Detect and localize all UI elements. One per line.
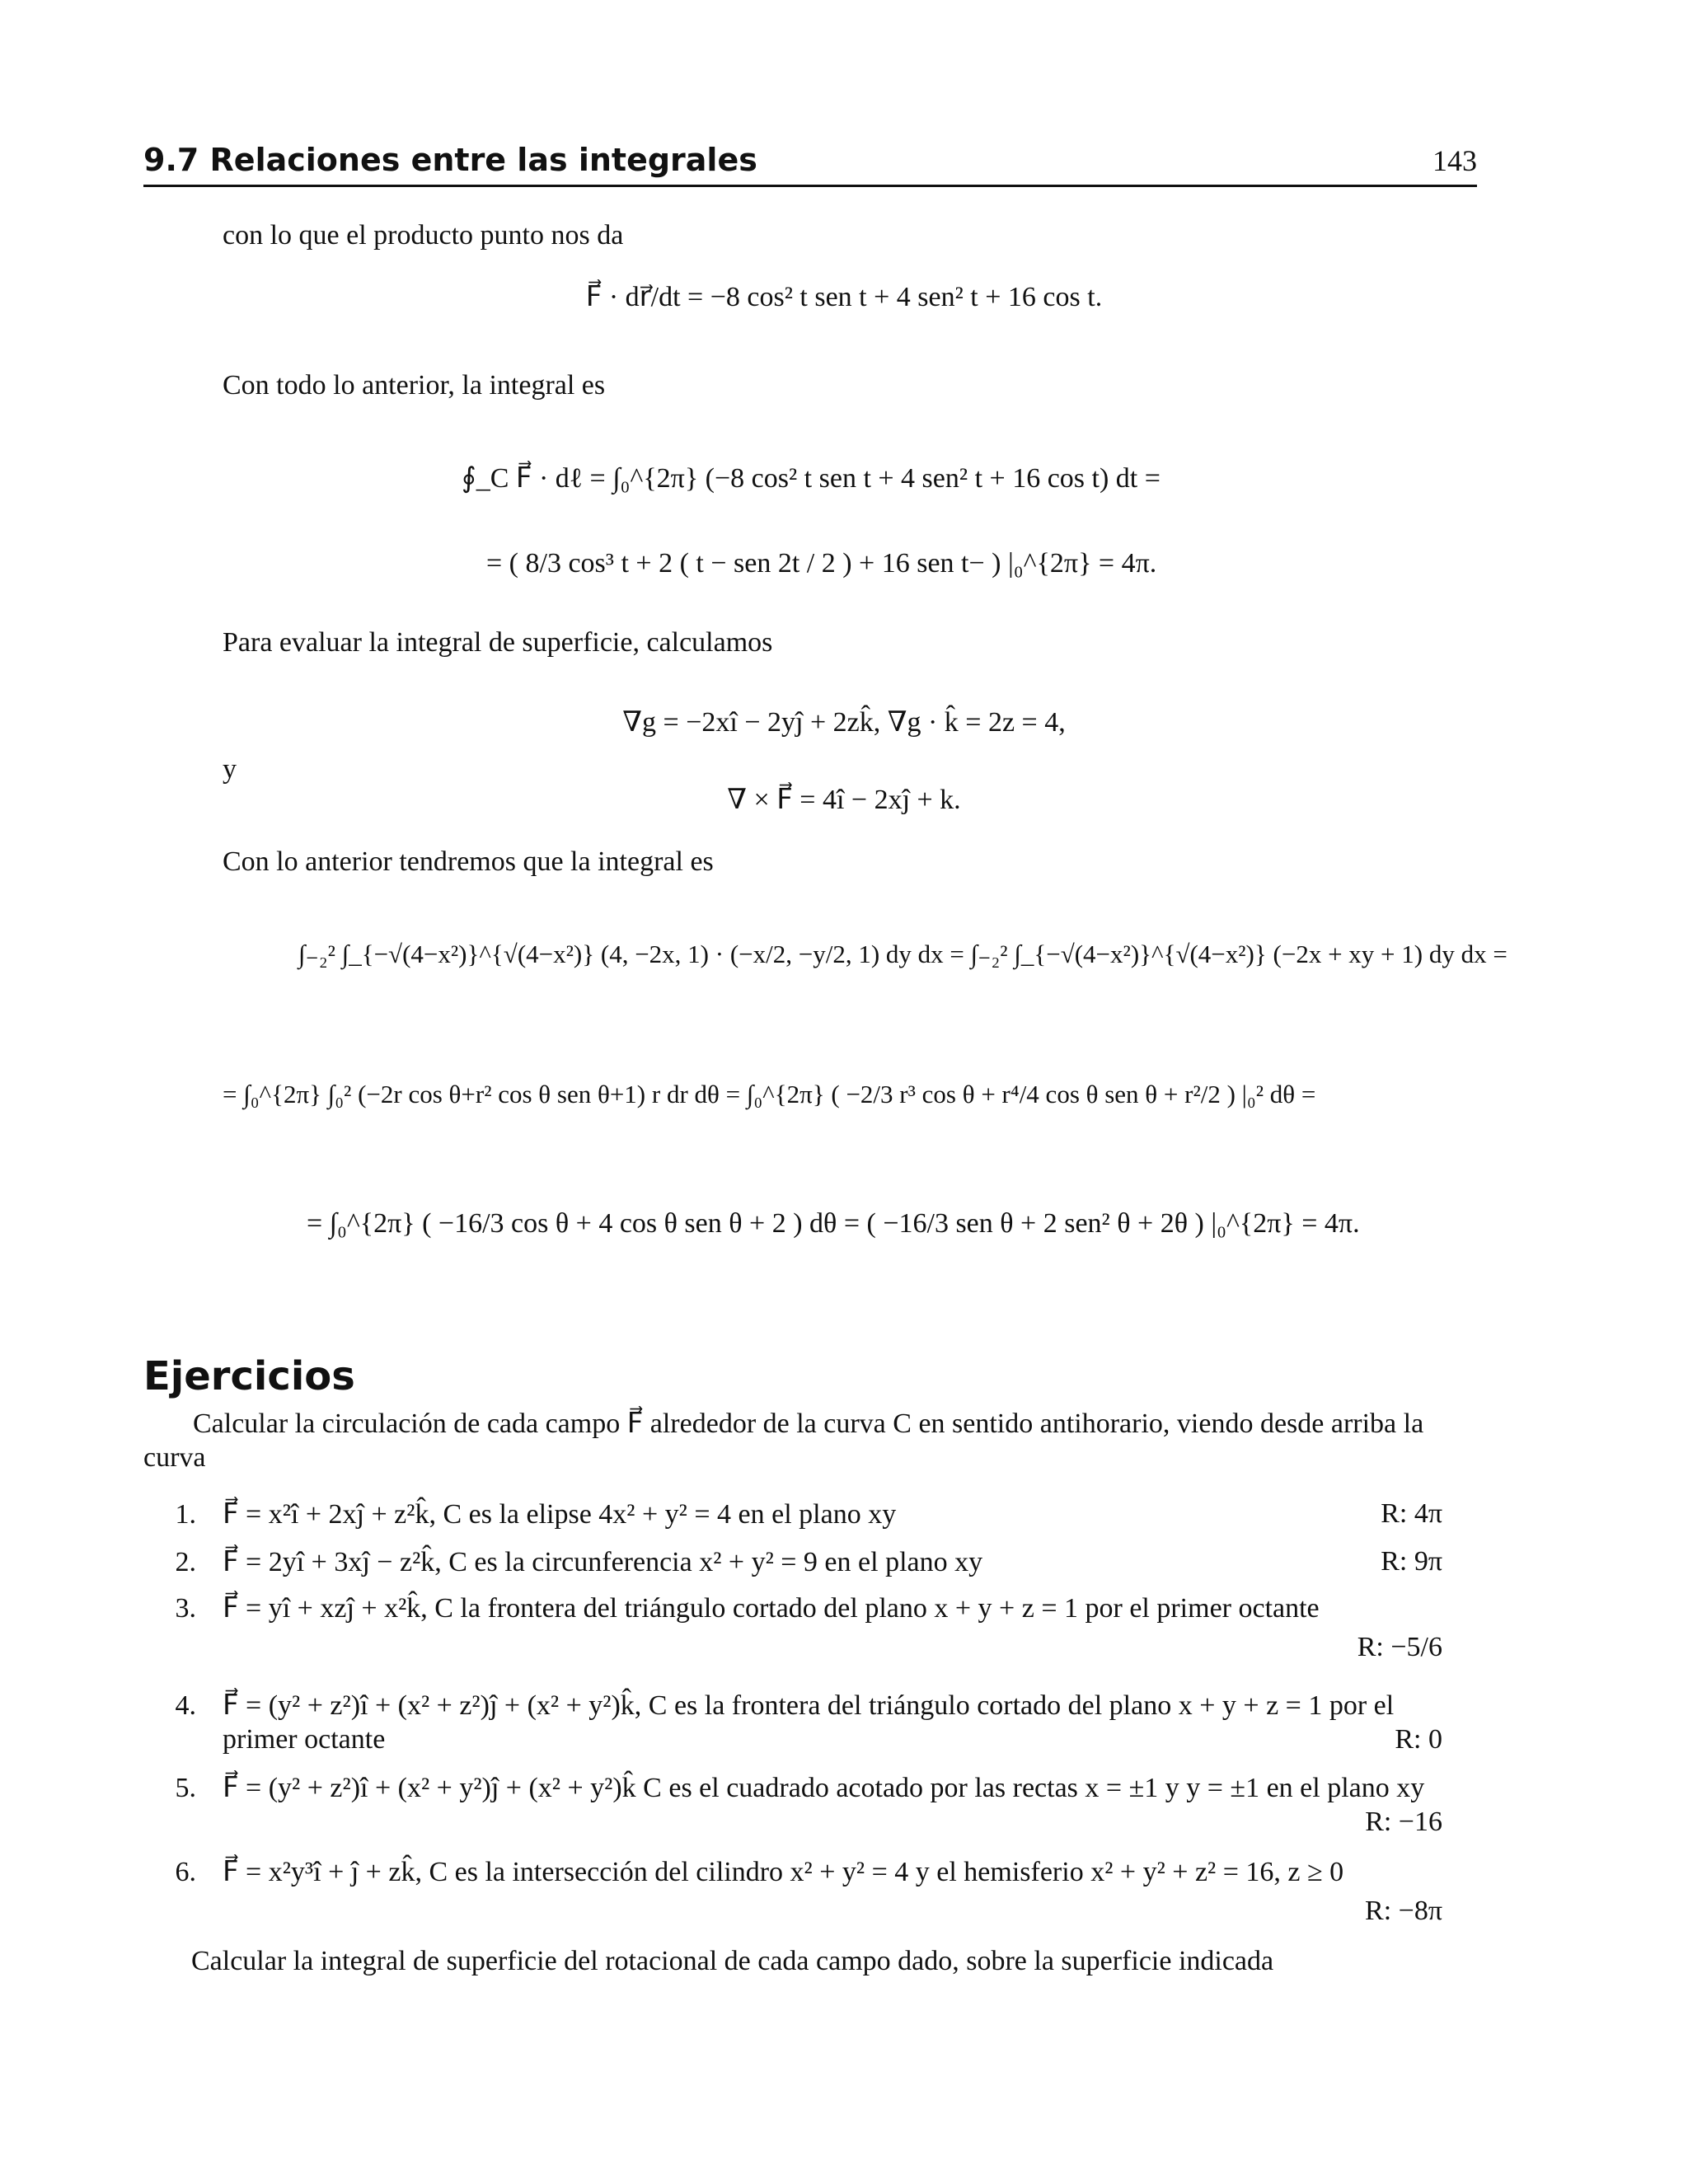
header-rule [143,185,1477,187]
exercises-heading: Ejercicios [143,1353,355,1399]
paragraph-surface-intro: Para evaluar la integral de superficie, calculamos [223,627,773,658]
exercise-answer: R: 0 [1395,1724,1442,1755]
equation-line-integral: ∮_C F⃗ · dℓ = ∫₀^{2π} (−8 cos² t sen t + 4 sen² t + 16 cos t) dt = [462,463,1160,494]
equation-final-result: = ∫₀^{2π} ( −16/3 cos θ + 4 cos θ sen θ + 2 ) dθ = ( −16/3 sen θ + 2 sen² θ + 2θ ) |₀^{2π} = 4π. [307,1208,1360,1239]
exercise-answer: R: −16 [1365,1807,1442,1837]
exercise-answer: R: −5/6 [1357,1632,1442,1662]
equation-dot-product: F⃗ · dr⃗/dt = −8 cos² t sen t + 4 sen² t + 16 cos t. [585,282,1103,312]
exercise-number: 5. [175,1773,196,1803]
exercise-number: 3. [175,1593,196,1624]
paragraph-dot-product: con lo que el producto punto nos da [223,220,624,251]
equation-double-integral-polar: = ∫₀^{2π} ∫₀² (−2r cos θ+r² cos θ sen θ+1) r dr dθ = ∫₀^{2π} ( −2/3 r³ cos θ + r⁴/4 cos θ sen θ + r²/2 ) |₀² dθ = [223,1080,1316,1108]
page-number: 143 [1432,144,1477,177]
exercise-text: F⃗ = (y² + z²)î + (x² + z²)ĵ + (x² + y²)k̂, C es la frontera del triángulo cortado del plano x + y + z = 1 por el primer octante [223,1690,1395,1755]
equation-line-integral-result: = ( 8/3 cos³ t + 2 ( t − sen 2t / 2 ) + 16 sen t− ) |₀^{2π} = 4π. [486,548,1157,579]
exercises-outro: Calcular la integral de superficie del rotacional de cada campo dado, sobre la superficie indicada [191,1946,1274,1976]
equation-curl: ∇ × F⃗ = 4î − 2xĵ + k. [727,785,961,815]
paragraph-and: y [223,754,237,785]
exercise-number: 1. [175,1499,196,1530]
exercise-text: F⃗ = x²î + 2xĵ + z²k̂, C es la elipse 4x² + y² = 4 en el plano xy [223,1499,897,1530]
exercise-answer: R: −8π [1365,1896,1442,1926]
equation-double-integral-cartesian: ∫₋₂² ∫_{−√(4−x²)}^{√(4−x²)} (4, −2x, 1) · (−x/2, −y/2, 1) dy dx = ∫₋₂² ∫_{−√(4−x²)}^{√(4−x²)} (−2x + xy + 1) dy dx = [298,940,1507,968]
exercise-text: F⃗ = 2yî + 3xĵ − z²k̂, C es la circunferencia x² + y² = 9 en el plano xy [223,1547,983,1577]
exercise-text: F⃗ = x²y³î + ĵ + zk̂, C es la intersección del cilindro x² + y² = 4 y el hemisferio x² + y² + z² = 16, z ≥ 0 [223,1857,1344,1887]
paragraph-integral-intro: Con todo lo anterior, la integral es [223,370,606,401]
exercise-answer: R: 9π [1381,1546,1442,1577]
exercises-intro: Calcular la circulación de cada campo F⃗ alrededor de la curva C en sentido antihorario, viendo desde arriba la curva [143,1408,1424,1473]
paragraph-double-integral-intro: Con lo anterior tendremos que la integral es [223,846,714,877]
exercise-number: 6. [175,1857,196,1887]
exercise-answer: R: 4π [1381,1498,1442,1529]
exercise-number: 2. [175,1547,196,1577]
equation-gradient: ∇g = −2xî − 2yĵ + 2zk̂, ∇g · k̂ = 2z = 4, [622,707,1066,738]
exercise-number: 4. [175,1690,196,1721]
section-title: 9.7 Relaciones entre las integrales [143,142,757,178]
exercise-text: F⃗ = yî + xzĵ + x²k̂, C la frontera del triángulo cortado del plano x + y + z = 1 por el primer octante [223,1593,1320,1624]
exercise-text: F⃗ = (y² + z²)î + (x² + y²)ĵ + (x² + y²)k̂ C es el cuadrado acotado por las rectas x = ±1 y y = ±1 en el plano xy [223,1773,1425,1803]
